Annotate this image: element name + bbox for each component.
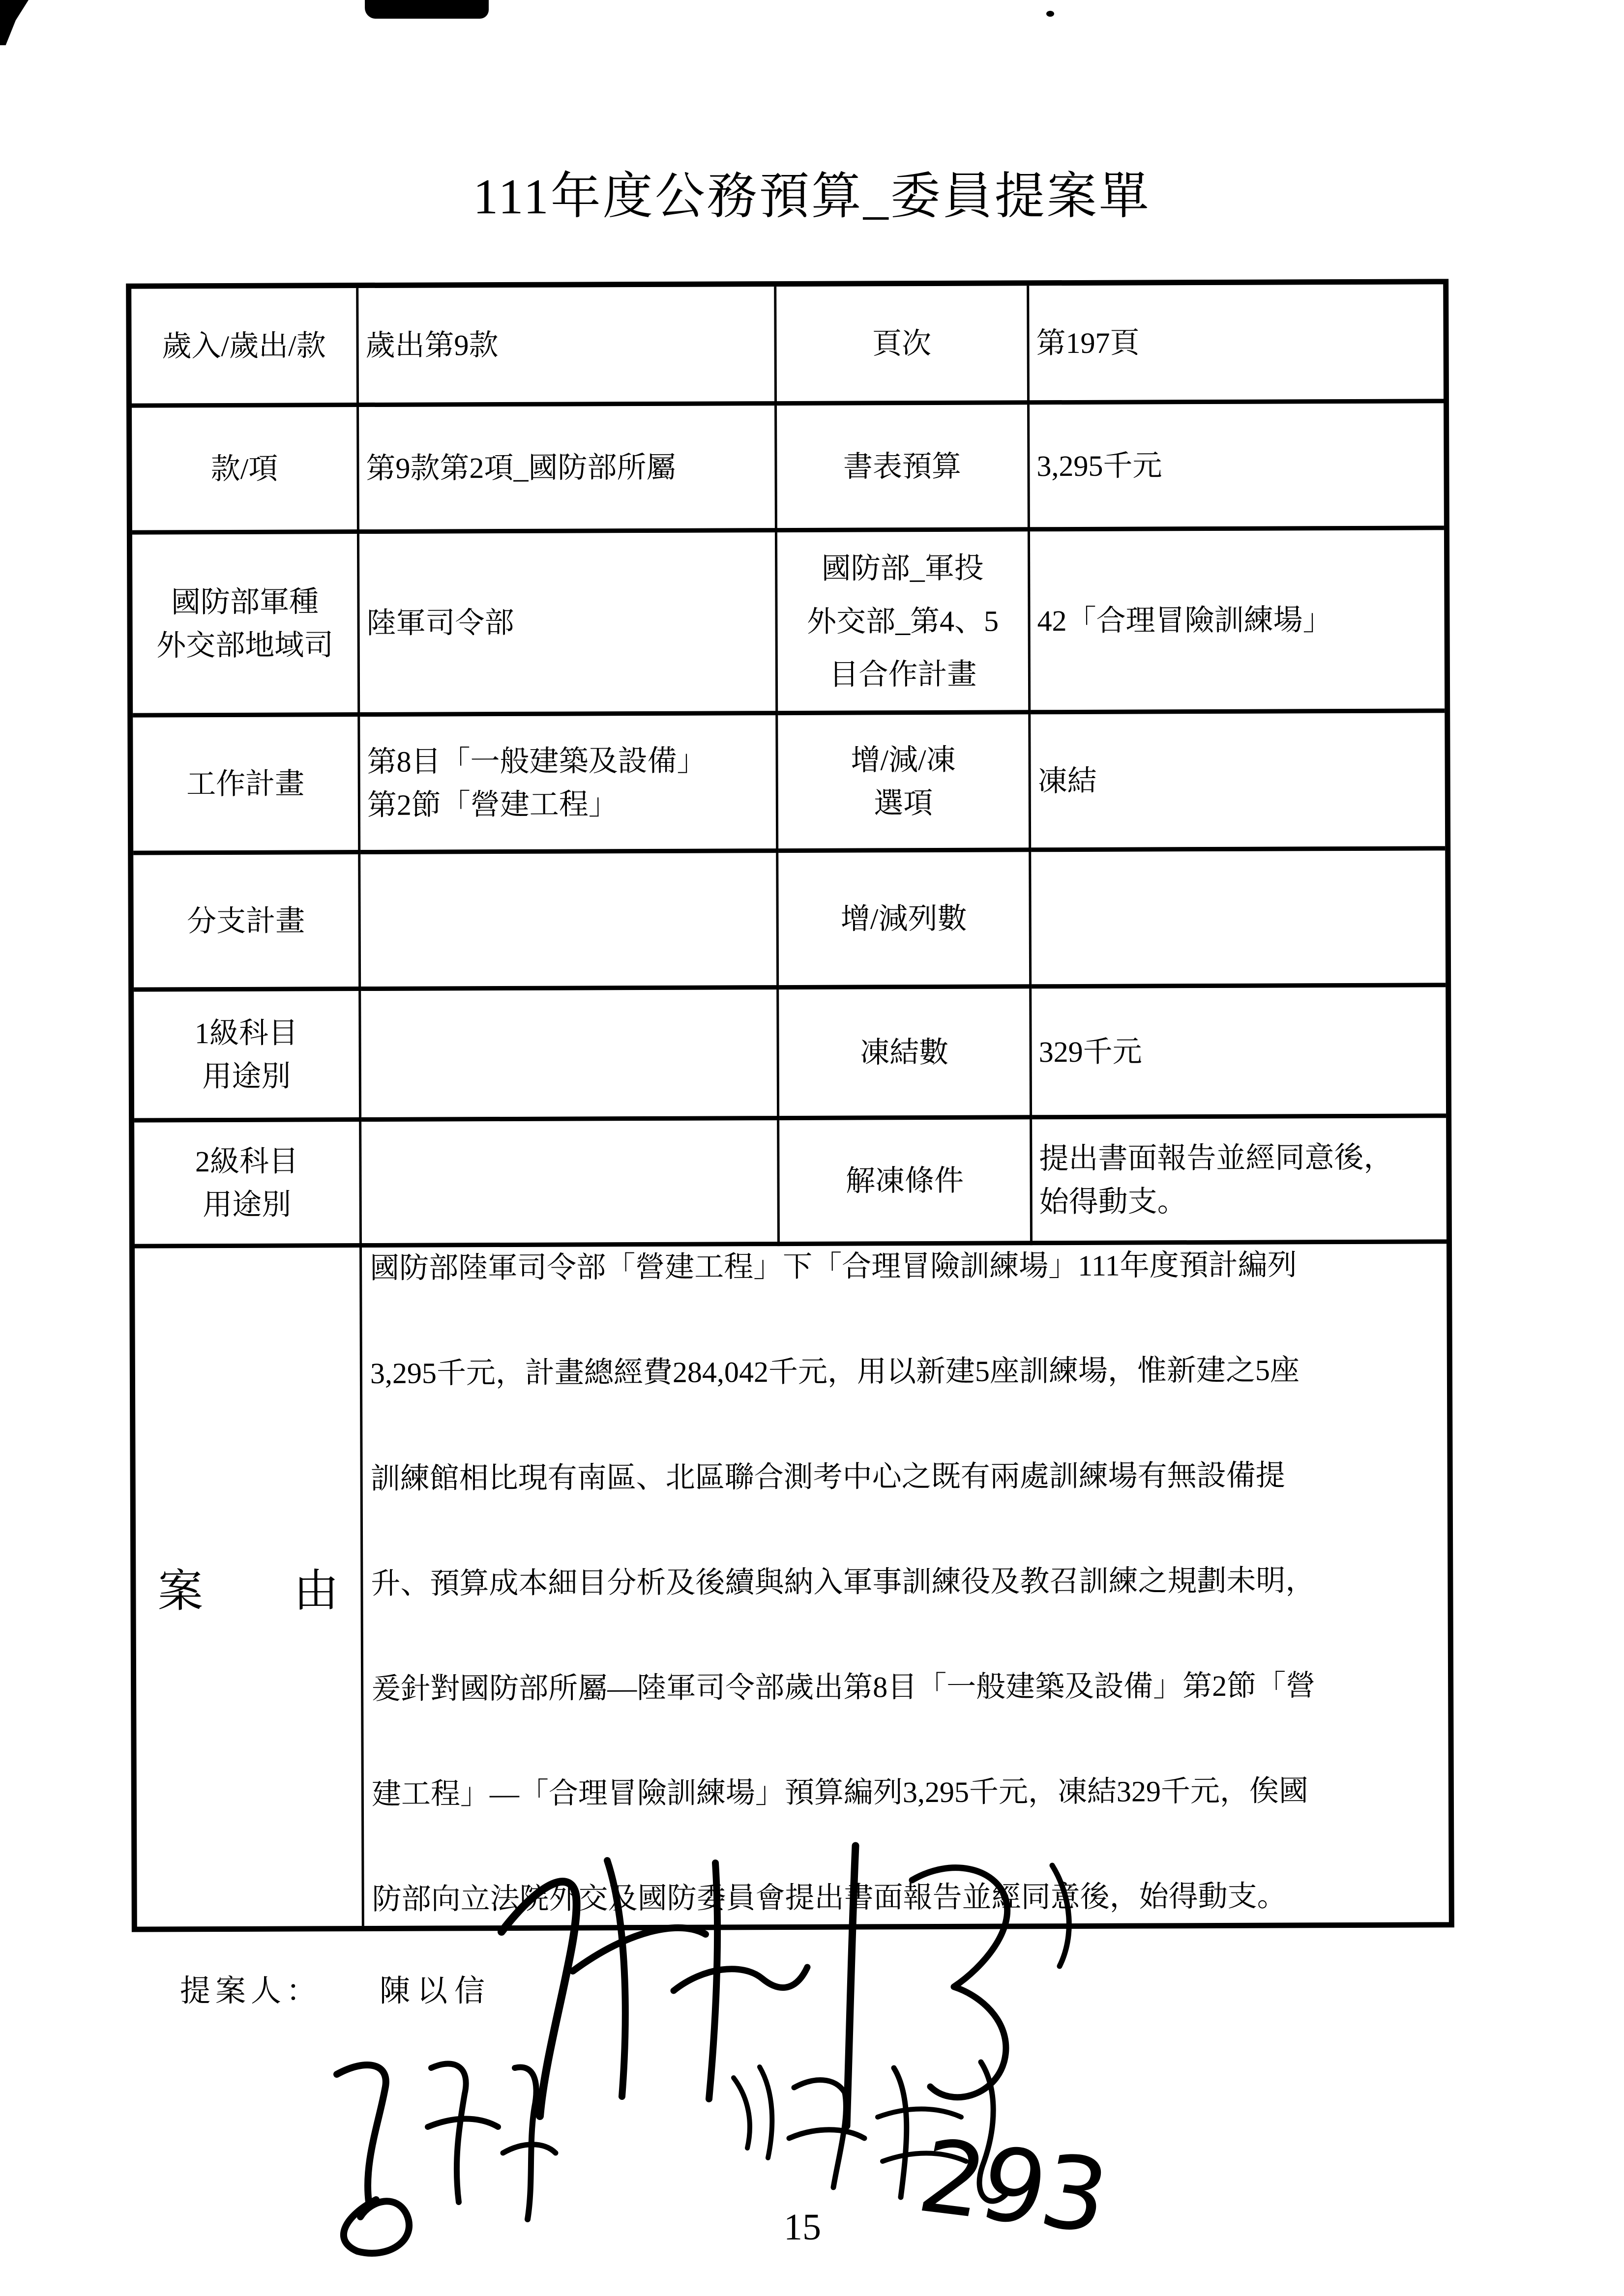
case-line: 訓練館相比現有南區、北區聯合測考中心之既有兩處訓練場有無設備提 [370,1459,1285,1495]
adjust-option-value: 凍結 [1031,713,1445,852]
page-index-value: 第197頁 [1029,284,1444,405]
branch-plan-value [360,853,779,991]
case-line: 防部向立法院外交及國防委員會提出書面報告並經同意後，始得動支。 [372,1880,1287,1916]
service-branch-value: 陸軍司令部 [359,532,778,717]
case-line: 3,295千元，計畫總經費284,042千元，用以新建5座訓練場，惟新建之5座 [370,1354,1300,1390]
signature-2 [302,2052,568,2268]
scan-artifact-corner [0,0,29,45]
frozen-amount-label: 凍結數 [779,988,1032,1120]
item-section-value: 第9款第2項_國防部所屬 [359,406,777,534]
scan-artifact-speck [1046,11,1054,17]
page-title: 111年度公務預算_委員提案單 [473,169,1151,225]
adjust-amount-value [1031,850,1446,988]
page-index-label: 頁次 [776,286,1030,406]
proposer-name: 陳以信 [380,1975,492,2008]
adjust-option-label: 增/減/凍 選項 [778,714,1031,853]
level1-subject-label: 1級科目 用途別 [134,991,361,1123]
unfreeze-condition-label: 解凍條件 [779,1119,1033,1246]
proposer-label: 提案人： [180,1975,322,2008]
proposal-table [126,279,1454,1932]
unfreeze-condition-value: 提出書面報告並經同意後， 始得動支。 [1032,1118,1447,1245]
level2-subject-value [361,1120,780,1248]
book-budget-value: 3,295千元 [1030,403,1444,531]
work-plan-value: 第8目「一般建築及設備」 第2節「營建工程」 [360,715,778,854]
case-line: 國防部陸軍司令部「營建工程」下「合理冒險訓練場」111年度預計編列 [370,1249,1297,1284]
case-line: 升、預算成本細目分析及後續與納入軍事訓練役及教召訓練之規劃未明， [371,1564,1315,1600]
case-description-label: 案 由 [135,1248,364,1927]
revenue-expenditure-value: 歲出第9款 [358,287,777,407]
revenue-expenditure-label: 歲入/歲出/款 [131,288,359,408]
investment-plan-value: 42「合理冒險訓練場」 [1030,530,1445,714]
service-branch-label: 國防部軍種 外交部地域司 [132,534,360,718]
frozen-amount-value: 329千元 [1032,987,1446,1119]
page-number: 15 [784,2207,821,2248]
scan-artifact-streak [365,0,489,19]
case-line: 爰針對國防部所屬—陸軍司令部歲出第8目「一般建築及設備」第2節「營 [371,1669,1316,1705]
handwritten-number: 293 [910,2118,1115,2256]
adjust-amount-label: 增/減列數 [778,852,1032,989]
investment-plan-label: 國防部_軍投 外交部_第4、5 目合作計畫 [777,531,1031,715]
work-plan-label: 工作計畫 [133,717,360,855]
case-line: 建工程」—「合理冒險訓練場」預算編列3,295千元，凍結329千元，俟國 [371,1774,1308,1810]
case-description-content [362,1244,1449,1926]
item-section-label: 款/項 [132,407,359,535]
book-budget-label: 書表預算 [777,405,1030,532]
level1-subject-value [361,989,779,1122]
branch-plan-label: 分支計畫 [133,854,361,992]
level2-subject-label: 2級科目 用途別 [134,1122,362,1249]
